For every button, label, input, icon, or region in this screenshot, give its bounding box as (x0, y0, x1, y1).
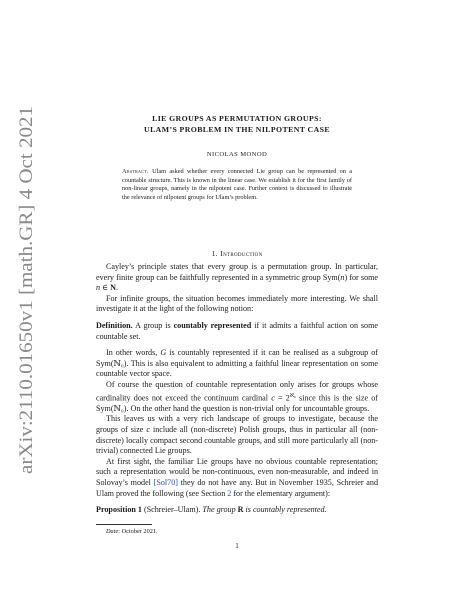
author-name: NICOLAS MONOD (206, 151, 268, 158)
arxiv-identifier (8, 100, 42, 480)
proposition-label: Proposition 1 (96, 505, 142, 515)
paper-title (96, 113, 378, 135)
proposition: Proposition 1 (Schreier–Ulam). The group R is countably represented. (96, 505, 327, 515)
footnote (106, 528, 158, 535)
paragraph: This leaves us with a very rich landscape of groups to investigate, because the groups of size c include all (non-discrete) Polish groups, thus in particular all (non-discrete) locally compact second countable groups, and still more particularly all (non-trivial) connected Lie groups. (96, 414, 378, 456)
section-number: 1. (211, 249, 218, 258)
paragraph: For infinite groups, the situation becomes immediately more interesting. We shall investigate it at the light of the following notion: (96, 293, 378, 314)
section-link[interactable]: 2 (227, 488, 232, 498)
arxiv-id-text: arXiv:2110.01650v1 [math.GR] 4 Oct 2021 (16, 141, 37, 474)
definition: Definition. A group is countably represented if it admits a faithful action on some countable set. (96, 320, 378, 341)
paragraph: Cayley’s principle states that every group is a permutation group. In particular, every finite group can be faithfully represented in a symmetric group Sym(n) for some n ∈ N. (96, 262, 378, 293)
definition-label: Definition. (96, 320, 133, 330)
footnote-rule (96, 524, 152, 525)
paragraph: At first sight, the familiar Lie groups have no obvious countable representation; such a representation would be non-continuous, even non-measurable, and indeed in Solovay’s model [Sol70] they do not have any. But in November 1935, Schreier and Ulam proved the following (see Section 2 for the elementary argument): (96, 456, 378, 498)
abstract (122, 168, 352, 202)
footnote-label: Date (106, 528, 119, 535)
abstract-text: Ulam asked whether every connected Lie group can be represented on a countable structure. This is known in the linear case. We establish it for the first family of non-linear groups, namely in the nilpotent case. Further context is discussed to illustrate the relevance of nilpotent groups for Ulam’s problem. (122, 168, 352, 201)
section-heading (96, 249, 378, 258)
title-line-1: LIE GROUPS AS PERMUTATION GROUPS: (152, 114, 322, 123)
body-text (96, 262, 378, 522)
page-number: 1 (235, 542, 239, 550)
paragraph: Of course the question of countable representation only arises for groups whose cardinality does not exceed the continuum cardinal $c = 2^{ℵ_0}$ since this is the size of Sym(ℕ₀). On the other hand the question is non-trivial only for uncountable groups. (96, 379, 378, 413)
abstract-label: Abstract. (122, 168, 149, 175)
title-line-2: ULAM’S PROBLEM IN THE NILPOTENT CASE (144, 125, 330, 134)
paragraph: In other words, G is countably represented if it can be realised as a subgroup of Sym(ℕ₀). This is also equivalent to admitting a faithful linear representation on some countable vector space. (96, 348, 378, 379)
paper-page (96, 0, 378, 613)
citation-link[interactable]: [Sol70] (153, 477, 178, 487)
definition-term: countably represented (173, 320, 252, 330)
section-title: Introduction (220, 249, 263, 258)
footnote-text: : October 2021. (118, 528, 158, 535)
